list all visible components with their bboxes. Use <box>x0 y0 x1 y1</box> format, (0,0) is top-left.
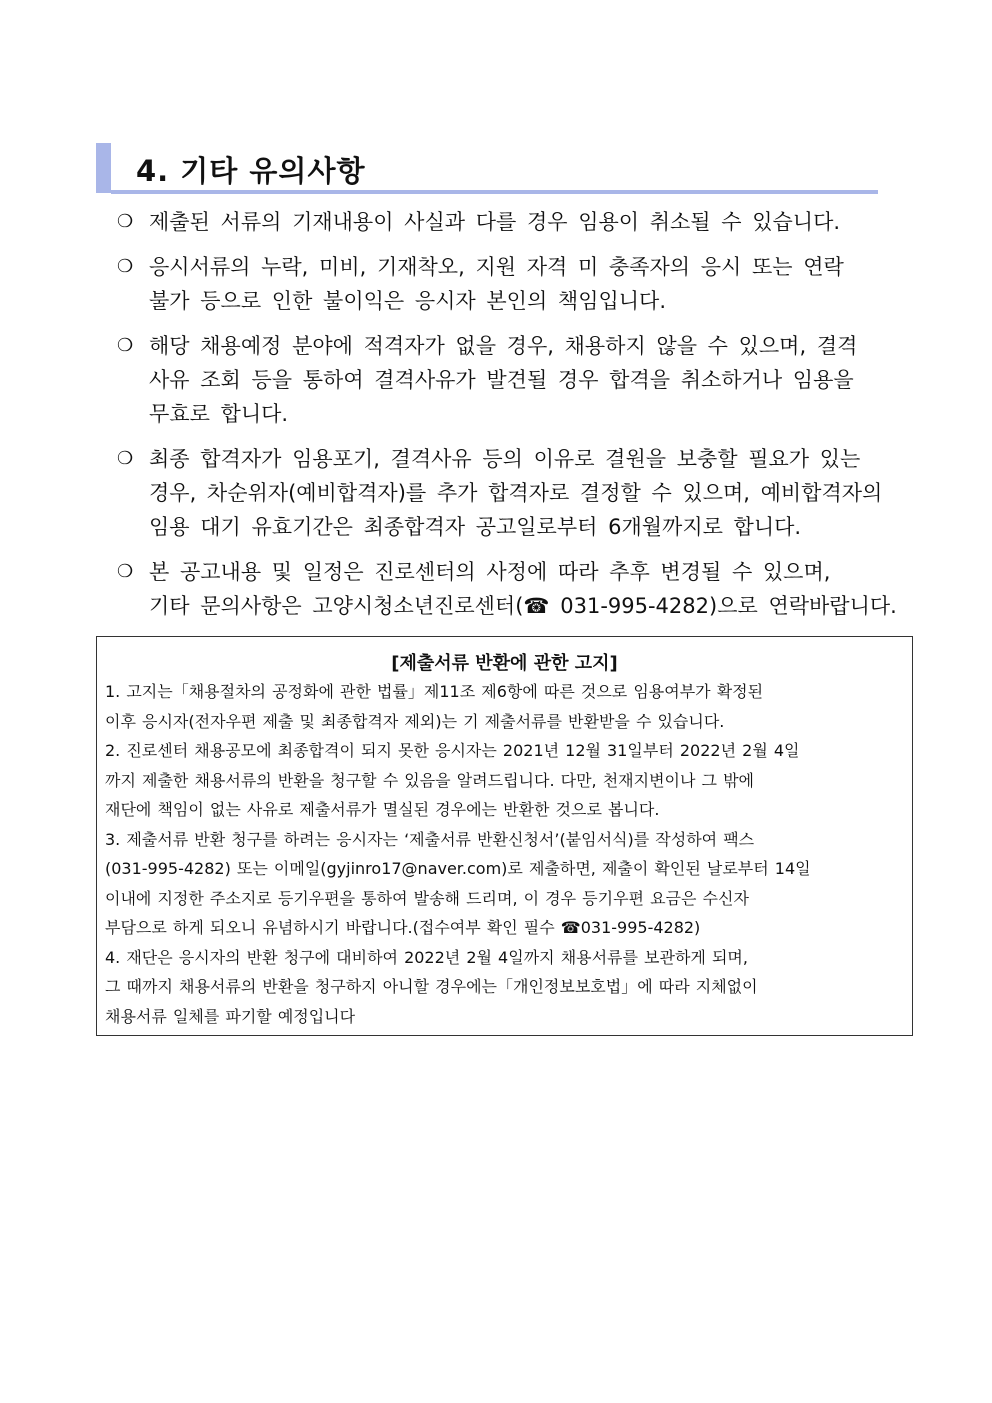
notice-item: 4. 재단은 응시자의 반환 청구에 대비하여 2022년 2월 4일까지 채용서류를 보관하게 되며, 그 때까지 채용서류의 반환을 청구하지 아니할 경우에는「개인정보보호법」에 따라 지체없이 채용서류 일체를 파기할 예정입니다 <box>105 947 758 1026</box>
notice-items <box>97 677 912 1031</box>
list-item-text: 제출된 서류의 기재내용이 사실과 다를 경우 임용이 취소될 수 있습니다. <box>149 210 841 234</box>
circle-bullet-icon: ❍ <box>117 448 134 469</box>
list-item <box>117 329 897 431</box>
heading-underline <box>111 190 878 194</box>
notes-list <box>117 205 897 634</box>
notice-item: 2. 진로센터 채용공모에 최종합격이 되지 못한 응시자는 2021년 12월 31일부터 2022년 2월 4일 까지 제출한 채용서류의 반환을 청구할 수 있음을 알려드립니다. 다만, 천재지변이나 그 밖에 재단에 책임이 없는 사유로 제출서류가 멸실된 경우에는 반환한 것으로 봅니다. <box>105 741 800 819</box>
list-item <box>117 555 897 623</box>
section-title: 4. 기타 유의사항 <box>136 154 366 188</box>
circle-bullet-icon: ❍ <box>117 335 134 356</box>
notice-item: 3. 제출서류 반환 청구를 하려는 응시자는 ‘제출서류 반환신청서’(붙임서식)를 작성하여 팩스 (031-995-4282) 또는 이메일(gyjinro17@naver.com)로 제출하면, 제출이 확인된 날로부터 14일 이내에 지정한 주소지로 등기우편을 통하여 발송해 드리며, 이 경우 등기우편 요금은 수신자 부담으로 하게 되오니 유념하시기 바랍니다.(접수여부 확인 필수 ☎031-995-4282) <box>105 829 811 937</box>
list-item <box>117 250 897 318</box>
notice-item: 1. 고지는「채용절차의 공정화에 관한 법률」제11조 제6항에 따른 것으로 임용여부가 확정된 이후 응시자(전자우편 제출 및 최종합격자 제외)는 기 제출서류를 반환받을 수 있습니다. <box>105 682 764 731</box>
section-heading <box>96 143 878 195</box>
list-item-text: 해당 채용예정 분야에 적격자가 없을 경우, 채용하지 않을 수 있으며, 결격 사유 조회 등을 통하여 결격사유가 발견될 경우 합격을 취소하거나 임용을 무효로 합니다. <box>149 334 858 426</box>
circle-bullet-icon: ❍ <box>117 211 134 232</box>
list-item-text: 응시서류의 누락, 미비, 기재착오, 지원 자격 미 충족자의 응시 또는 연락 불가 등으로 인한 불이익은 응시자 본인의 책임입니다. <box>149 255 844 313</box>
list-item-text: 최종 합격자가 임용포기, 결격사유 등의 이유로 결원을 보충할 필요가 있는 경우, 차순위자(예비합격자)를 추가 합격자로 결정할 수 있으며, 예비합격자의 임용 대기 유효기간은 최종합격자 공고일로부터 6개월까지로 합니다. <box>149 447 883 539</box>
notice-title: [제출서류 반환에 관한 고지] <box>391 653 618 674</box>
list-item <box>117 205 897 239</box>
list-item <box>117 442 897 544</box>
heading-accent-bar <box>96 143 111 193</box>
list-item-text: 본 공고내용 및 일정은 진로센터의 사정에 따라 추후 변경될 수 있으며, 기타 문의사항은 고양시청소년진로센터(☎ 031-995-4282)으로 연락바랍니다. <box>149 560 897 618</box>
circle-bullet-icon: ❍ <box>117 561 134 582</box>
notice-box <box>96 636 913 1036</box>
circle-bullet-icon: ❍ <box>117 256 134 277</box>
